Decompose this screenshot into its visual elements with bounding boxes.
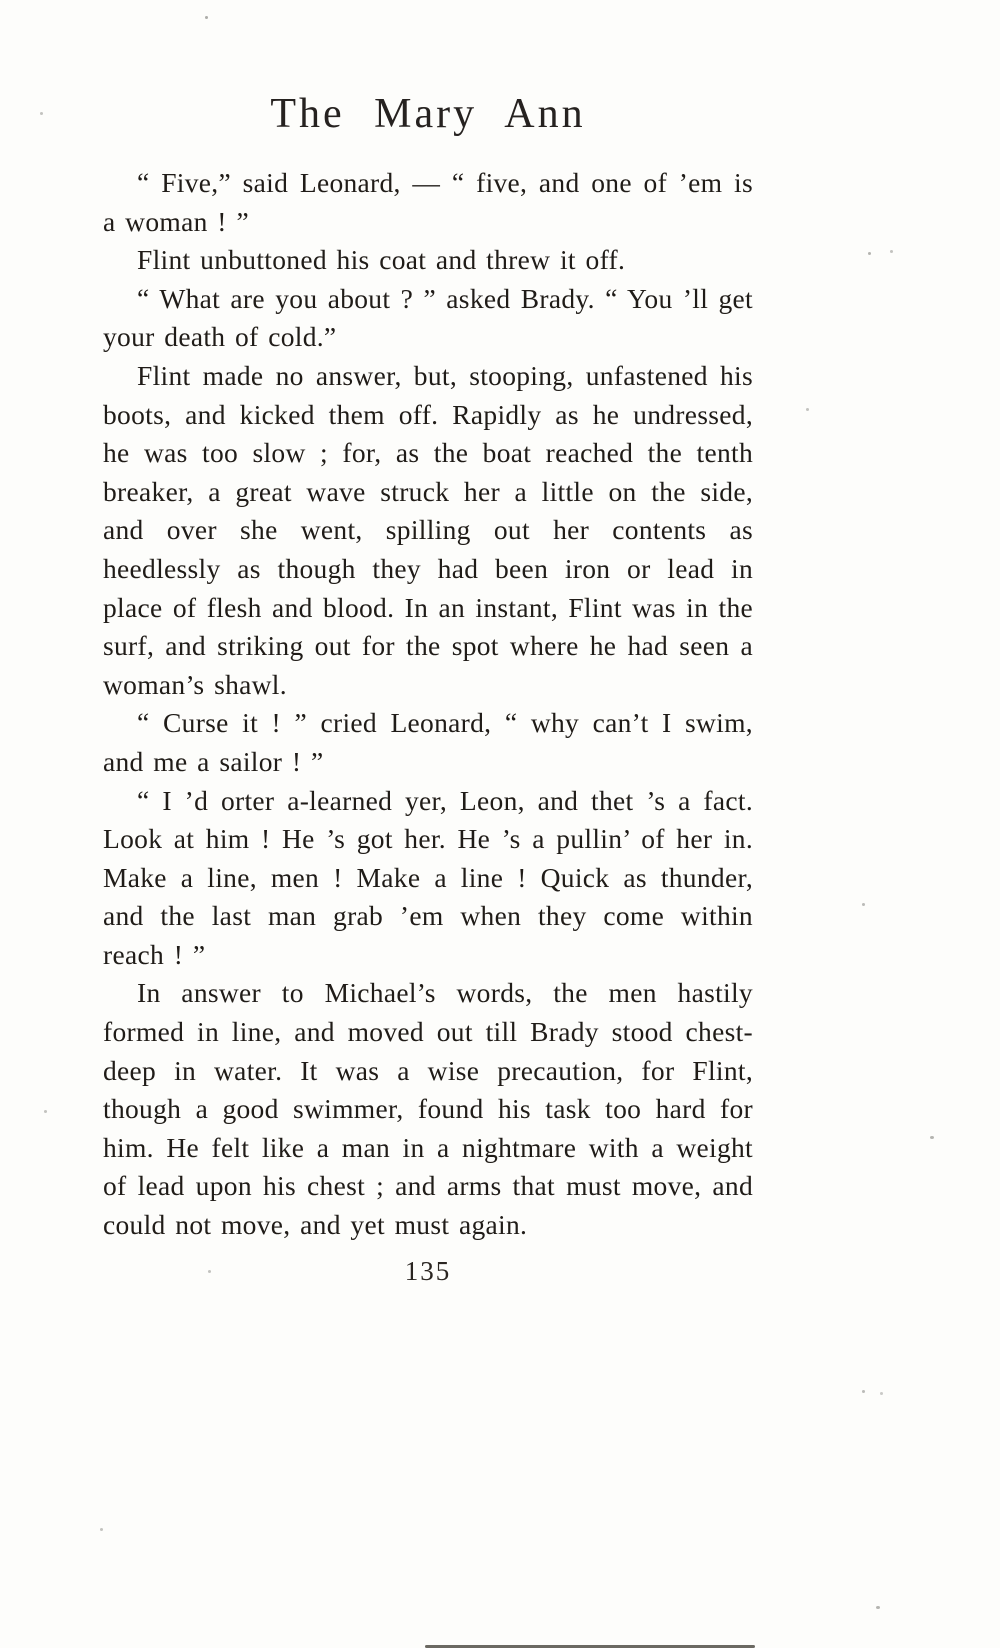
text-column [103, 90, 753, 1287]
scan-speck [205, 16, 208, 19]
scan-speck [880, 1392, 883, 1395]
paragraph: “ Curse it ! ” cried Leonard, “ why can’t I swim, and me a sailor ! ” [103, 707, 753, 777]
scan-speck [930, 1136, 934, 1139]
paragraph: In answer to Michael’s words, the men hastily formed in line, and moved out till Brady stood chest-deep in water. It was a wise precaution, for Flint, though a good swimmer, found his task too hard for him. He felt like a man in a nightmare with a weight of lead upon his chest ; and arms that must move, and could not move, and yet must again. [103, 977, 753, 1241]
body-text [103, 164, 753, 1245]
paragraph: Flint unbuttoned his coat and threw it off. [137, 244, 626, 276]
paragraph: Flint made no answer, but, stooping, unfastened his boots, and kicked them off. Rapidly as he undressed, he was too slow ; for, as the boat reached the tenth breaker, a great wave struck her a little on the side, and over she went, spilling out her contents as heedlessly as though they had been iron or lead in place of flesh and blood. In an instant, Flint was in the surf, and striking out for the spot where he had seen a woman’s shawl. [103, 359, 753, 700]
page-number: 135 [404, 1255, 452, 1286]
paragraph: “ I ’d orter a-learned yer, Leon, and thet ’s a fact. Look at him ! He ’s got her. He ’s a pullin’ of her in. Make a line, men ! Make a line ! Quick as thunder, and the last man grab ’em when they come within reach ! ” [103, 784, 753, 970]
paragraph: “ What are you about ? ” asked Brady. “ You ’ll get your death of cold.” [103, 282, 753, 353]
paragraph: “ Five,” said Leonard, — “ five, and one of ’em is a woman ! ” [103, 167, 753, 237]
scan-speck [208, 1270, 211, 1273]
scan-speck [862, 903, 865, 906]
scan-speck [876, 1606, 880, 1609]
scan-speck [40, 112, 43, 115]
scan-speck [806, 408, 809, 411]
page-title: The Mary Ann [270, 91, 586, 137]
scan-speck [890, 250, 893, 253]
scan-speck [100, 1528, 103, 1531]
scan-speck [862, 1390, 865, 1393]
scan-speck [868, 252, 871, 255]
scan-speck [44, 1110, 47, 1113]
